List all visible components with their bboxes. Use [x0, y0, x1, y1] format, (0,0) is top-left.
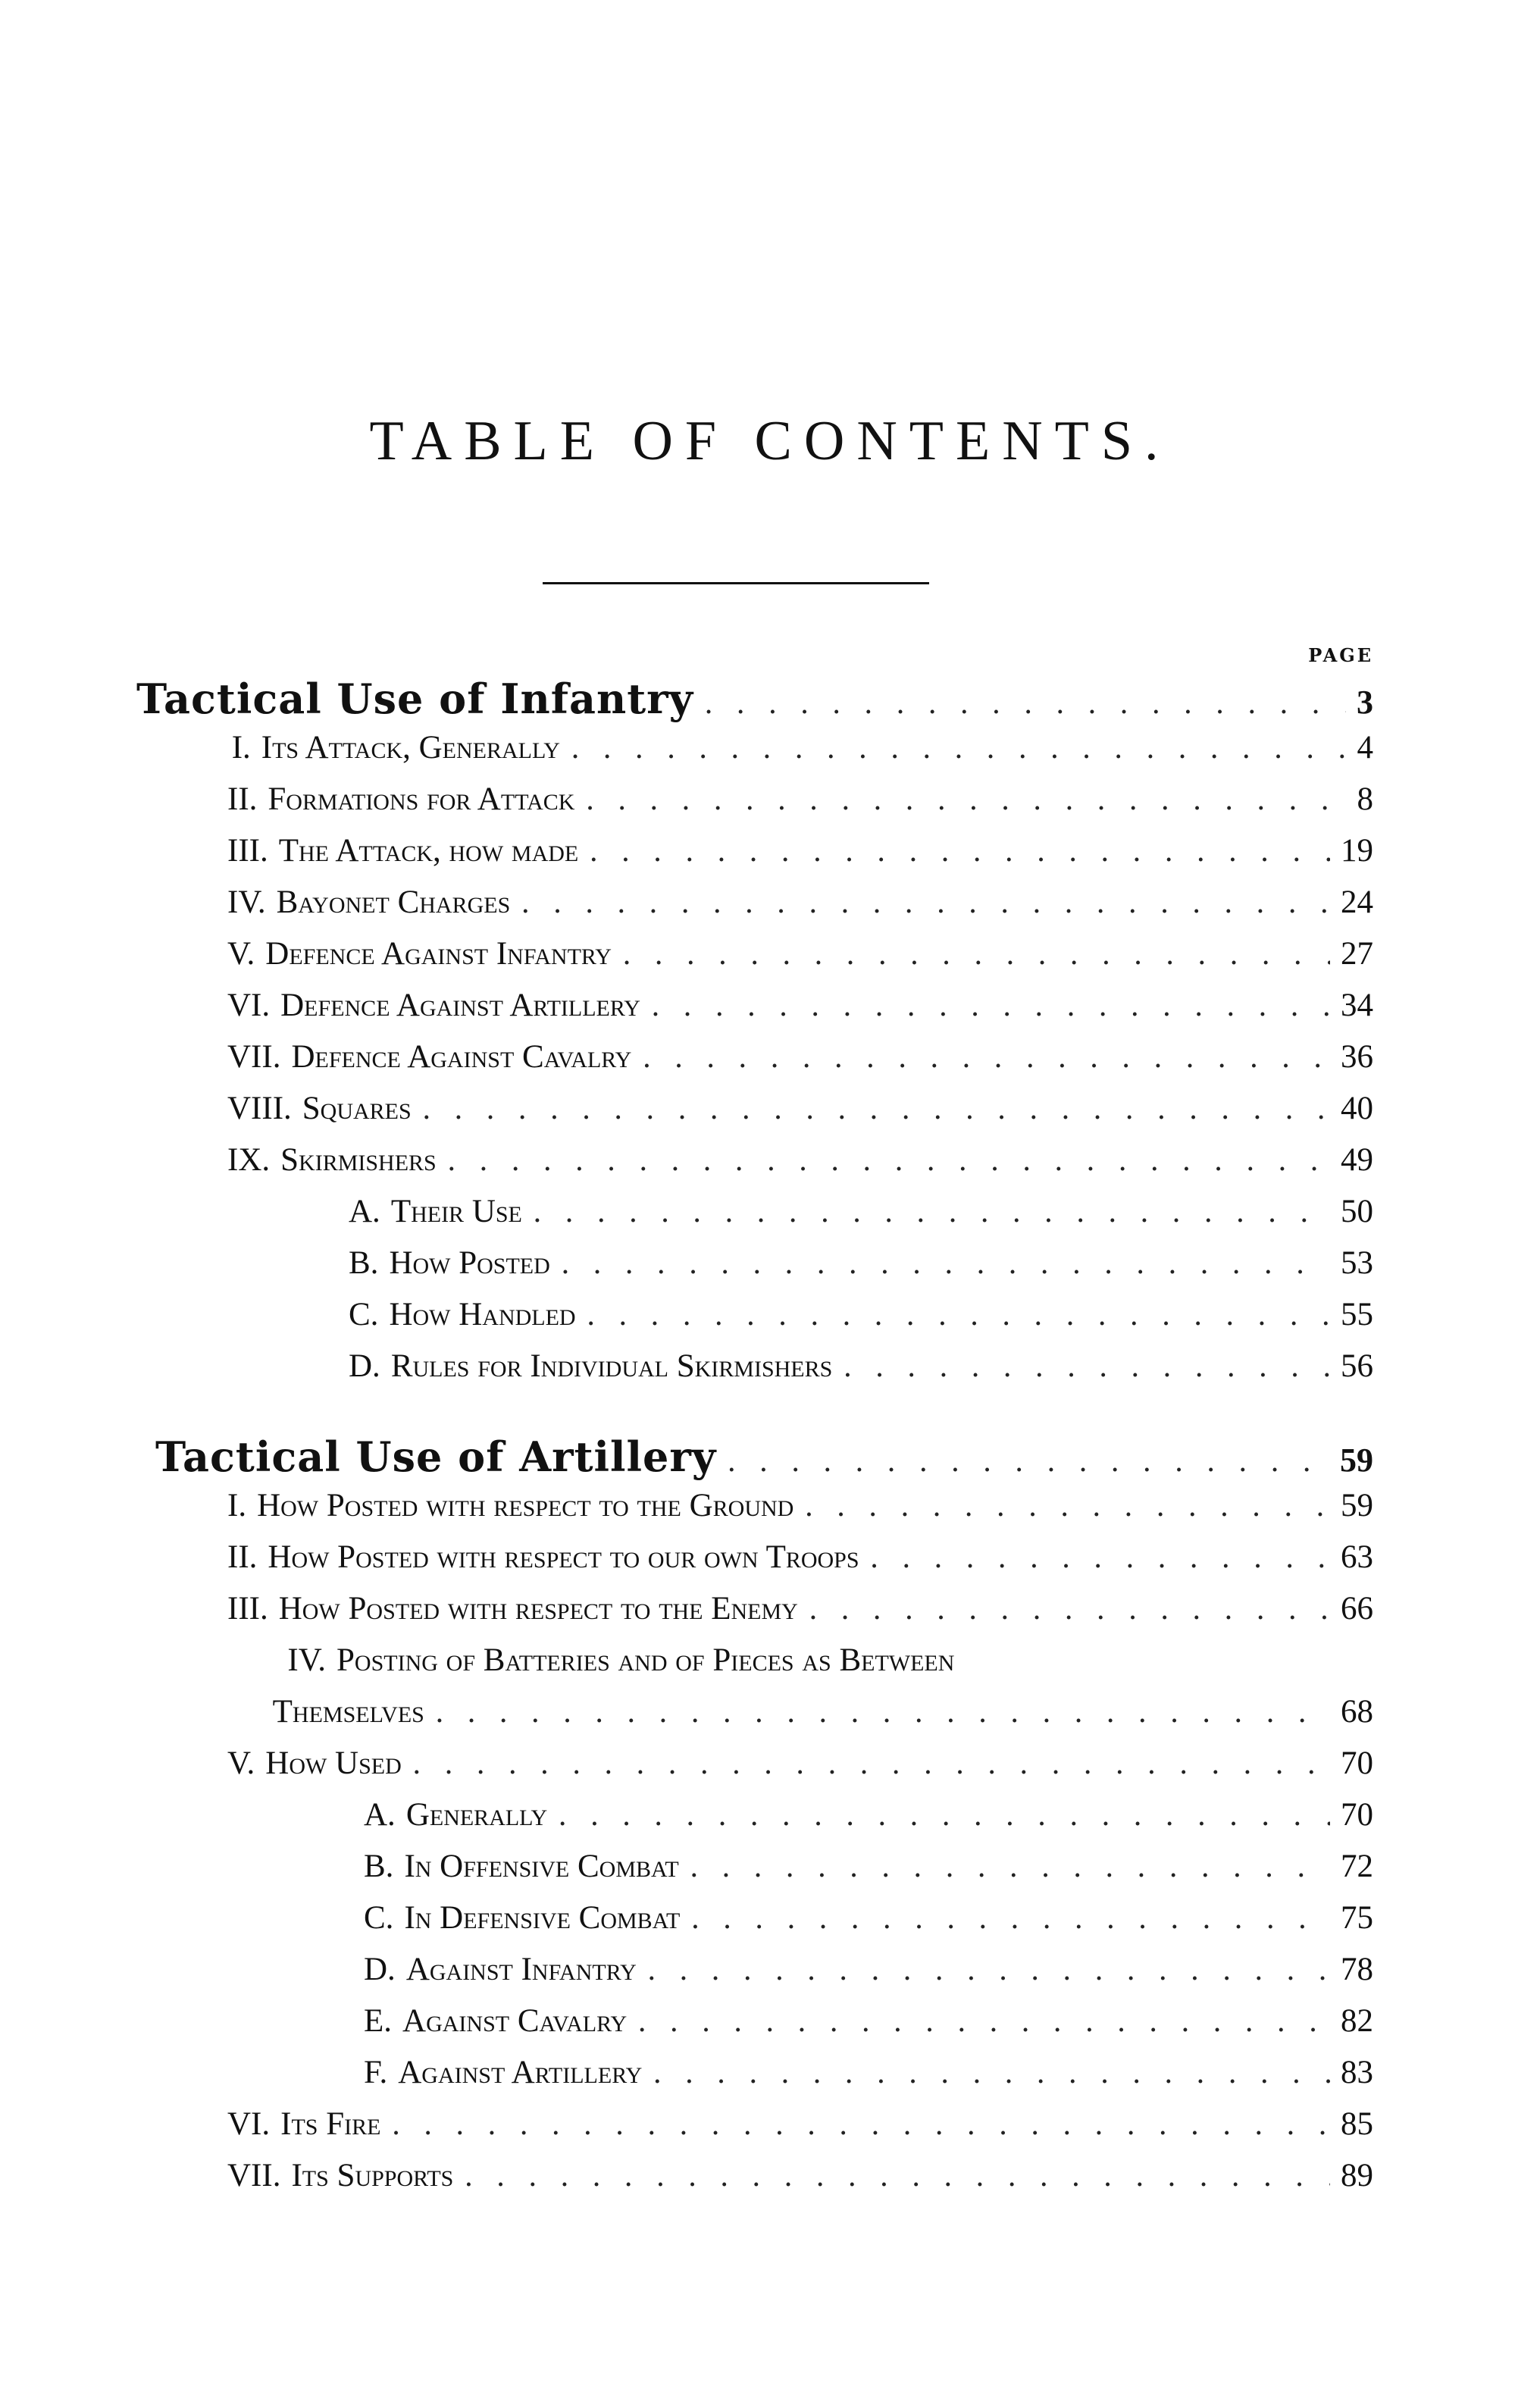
toc-subentry[interactable] — [364, 1899, 1373, 1936]
entry-letter: A. — [349, 1194, 380, 1229]
leader-dots — [843, 1350, 1330, 1383]
entry-title: Its Fire — [280, 2106, 381, 2142]
page-number: 82 — [1341, 2003, 1373, 2039]
entry-title: Against Artillery — [398, 2055, 643, 2090]
leader-dots — [651, 989, 1330, 1022]
leader-dots — [558, 1799, 1330, 1832]
leader-dots — [642, 1041, 1330, 1074]
entry-title: Defence Against Cavalry — [291, 1039, 632, 1075]
entry-title: In Offensive Combat — [404, 1849, 679, 1884]
page-number: 55 — [1341, 1297, 1373, 1332]
entry-number: II. — [227, 781, 258, 817]
entry-title: Formations for Attack — [268, 781, 575, 817]
entry-number: V. — [227, 1745, 255, 1781]
entry-title: Its Supports — [291, 2158, 454, 2193]
toc-subentry[interactable] — [349, 1245, 1373, 1282]
entry-title: Themselves — [272, 1694, 424, 1730]
entry-number: I. — [231, 730, 251, 766]
leader-dots — [521, 886, 1330, 919]
leader-dots — [622, 938, 1330, 971]
page-number: 59 — [1340, 1442, 1373, 1479]
page-number: 70 — [1341, 1745, 1373, 1781]
entry-title: Posting of Batteries and of Pieces as Between — [336, 1642, 955, 1678]
leader-dots — [571, 731, 1347, 765]
page-column-label: PAGE — [1308, 644, 1373, 666]
entry-number: VIII. — [227, 1091, 292, 1126]
entry-title: Defence Against Artillery — [280, 988, 640, 1023]
leader-dots — [447, 1144, 1330, 1177]
page-number: 8 — [1357, 781, 1373, 817]
toc-entry[interactable] — [227, 2157, 1373, 2194]
toc-subentry[interactable] — [364, 1951, 1373, 1988]
toc-entry[interactable] — [227, 1590, 1373, 1627]
page-number: 19 — [1341, 833, 1373, 869]
entry-title: In Defensive Combat — [404, 1900, 681, 1936]
page-number: 3 — [1357, 684, 1373, 721]
page-number: 49 — [1341, 1142, 1373, 1178]
entry-number: III. — [227, 1591, 268, 1626]
entry-number: VII. — [227, 1039, 281, 1075]
entry-letter: F. — [364, 2055, 388, 2090]
page-number: 59 — [1341, 1488, 1373, 1523]
entry-title: The Attack, how made — [278, 833, 579, 869]
entry-title: Its Attack, Generally — [261, 730, 560, 766]
entry-letter: E. — [364, 2003, 393, 2039]
toc-entry[interactable] — [227, 1038, 1373, 1075]
entry-title: Against Infantry — [405, 1952, 637, 1987]
entry-number: IX. — [227, 1142, 271, 1178]
toc-entry[interactable] — [227, 1745, 1373, 1782]
page-number: 70 — [1341, 1797, 1373, 1833]
entry-number: VI. — [227, 2106, 271, 2142]
leader-dots — [690, 1850, 1330, 1883]
entry-title: Skirmishers — [280, 1142, 437, 1178]
section-heading-artillery[interactable] — [155, 1432, 1373, 1481]
toc-subentry[interactable] — [364, 1848, 1373, 1885]
page-number: 36 — [1341, 1039, 1373, 1075]
entry-title: Rules for Individual Skirmishers — [390, 1348, 833, 1384]
leader-dots — [391, 2108, 1330, 2141]
leader-dots — [585, 783, 1346, 816]
entry-letter: A. — [364, 1797, 396, 1833]
leader-dots — [533, 1195, 1330, 1229]
page-number: 85 — [1341, 2106, 1373, 2142]
page-number: 4 — [1357, 730, 1373, 766]
section-heading-text: Tactical Use of Artillery — [155, 1432, 717, 1481]
entry-letter: D. — [349, 1348, 380, 1384]
entry-title: Bayonet Charges — [276, 884, 511, 920]
entry-letter: D. — [364, 1952, 396, 1987]
page-number: 27 — [1341, 936, 1373, 972]
toc-entry[interactable] — [227, 935, 1373, 972]
page-number: 56 — [1341, 1348, 1373, 1384]
section-heading-text: Tactical Use of Infantry — [136, 675, 693, 723]
section-heading-infantry[interactable] — [136, 675, 1373, 723]
entry-letter: B. — [364, 1849, 394, 1884]
toc-subentry[interactable] — [349, 1348, 1373, 1385]
toc-entry[interactable] — [227, 1141, 1373, 1179]
toc-entry[interactable] — [227, 832, 1373, 869]
leader-dots — [587, 1298, 1330, 1332]
leader-dots — [704, 687, 1346, 720]
entry-number: VI. — [227, 988, 271, 1023]
entry-letter: C. — [364, 1900, 394, 1936]
leader-dots — [561, 1247, 1330, 1280]
entry-title: How Posted with respect to the Enemy — [278, 1591, 798, 1626]
entry-letter: B. — [349, 1245, 379, 1281]
entry-title: Squares — [302, 1091, 412, 1126]
toc-entry[interactable] — [227, 1090, 1373, 1127]
page-number: 40 — [1341, 1091, 1373, 1126]
entry-number: V. — [227, 936, 255, 972]
entry-title: Generally — [405, 1797, 548, 1833]
entry-number: IV. — [227, 884, 266, 920]
entry-number: III. — [227, 833, 268, 869]
leader-dots — [435, 1695, 1330, 1729]
leader-dots — [464, 2159, 1330, 2193]
leader-dots — [653, 2056, 1330, 2090]
page-number: 72 — [1341, 1849, 1373, 1884]
toc-entry[interactable] — [227, 1539, 1373, 1576]
entry-title: How Used — [265, 1745, 402, 1781]
entry-number: II. — [227, 1539, 258, 1575]
toc-entry[interactable] — [227, 729, 1373, 766]
entry-title: How Handled — [389, 1297, 576, 1332]
entry-title: Against Cavalry — [402, 2003, 628, 2039]
entry-title: How Posted with respect to the Ground — [257, 1488, 794, 1523]
toc-entry[interactable] — [227, 987, 1373, 1024]
toc-entry[interactable] — [227, 2106, 1373, 2143]
leader-dots — [804, 1489, 1330, 1523]
page-number: 24 — [1341, 884, 1373, 920]
entry-title: Defence Against Infantry — [265, 936, 612, 972]
page-number: 53 — [1341, 1245, 1373, 1281]
page-number: 75 — [1341, 1900, 1373, 1936]
leader-dots — [870, 1541, 1330, 1574]
page-number: 63 — [1341, 1539, 1373, 1575]
leader-dots — [727, 1445, 1329, 1478]
toc-subentry[interactable] — [364, 2002, 1373, 2040]
toc-entry[interactable] — [227, 1642, 1373, 1679]
page-number: 89 — [1341, 2158, 1373, 2193]
toc-entry[interactable] — [227, 781, 1373, 818]
page-number: 78 — [1341, 1952, 1373, 1987]
page-number: 50 — [1341, 1194, 1373, 1229]
toc-subentry[interactable] — [349, 1296, 1373, 1333]
page-number: 66 — [1341, 1591, 1373, 1626]
leader-dots — [422, 1092, 1330, 1126]
toc-subentry[interactable] — [364, 2054, 1373, 2091]
leader-dots — [690, 1902, 1330, 1935]
leader-dots — [589, 834, 1330, 868]
toc-entry-continuation[interactable] — [227, 1693, 1373, 1730]
leader-dots — [412, 1747, 1330, 1780]
page-number: 68 — [1341, 1694, 1373, 1730]
entry-letter: C. — [349, 1297, 379, 1332]
leader-dots — [809, 1592, 1330, 1626]
toc-subentry[interactable] — [349, 1193, 1373, 1230]
entry-number: IV. — [287, 1642, 326, 1678]
title-rule — [543, 582, 929, 584]
entry-number: VII. — [227, 2158, 281, 2193]
page-title: TABLE OF CONTENTS. — [369, 410, 1171, 472]
leader-dots — [647, 1953, 1330, 1987]
entry-number: I. — [227, 1488, 247, 1523]
entry-title: How Posted — [389, 1245, 550, 1281]
leader-dots — [637, 2005, 1330, 2038]
page-number: 83 — [1341, 2055, 1373, 2090]
entry-title: How Posted with respect to our own Troops — [268, 1539, 859, 1575]
entry-title: Their Use — [390, 1194, 522, 1229]
toc-entry[interactable] — [227, 884, 1373, 921]
toc-subentry[interactable] — [364, 1796, 1373, 1833]
toc-entry[interactable] — [227, 1487, 1373, 1524]
page-number: 34 — [1341, 988, 1373, 1023]
